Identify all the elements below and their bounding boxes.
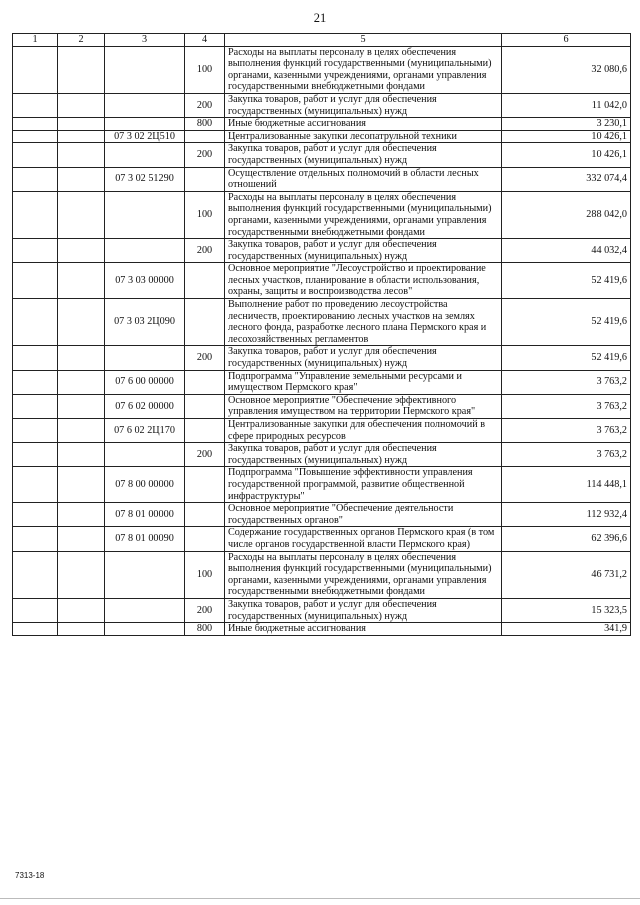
cell-amount: 3 230,1 [502,118,631,131]
cell-expense-type: 100 [185,46,225,93]
cell-section [13,467,58,503]
cell-amount: 52 419,6 [502,299,631,346]
cell-expense-type: 200 [185,346,225,370]
cell-target-code [105,143,185,167]
cell-description: Закупка товаров, работ и услуг для обеспечения государственных (муниципальных) нужд [225,598,502,622]
cell-description: Основное мероприятие "Обеспечение деятельности государственных органов" [225,503,502,527]
cell-section [13,598,58,622]
cell-target-code: 07 3 02 51290 [105,167,185,191]
table-row [13,191,631,238]
cell-target-code: 07 3 02 2Ц510 [105,130,185,143]
cell-target-code [105,443,185,467]
cell-description: Основное мероприятие "Обеспечение эффективного управления имуществом на территории Пермского края" [225,394,502,418]
cell-amount: 32 080,6 [502,46,631,93]
cell-description: Расходы на выплаты персоналу в целях обеспечения выполнения функций государственными (муниципальными) органами, казенными учреждениями, органами управления государственными внебюджетными фондами [225,191,502,238]
cell-expense-type [185,467,225,503]
table-row [13,394,631,418]
cell-section [13,167,58,191]
cell-subsection [58,130,105,143]
table-row [13,527,631,551]
cell-section [13,239,58,263]
cell-expense-type [185,263,225,299]
cell-section [13,299,58,346]
cell-subsection [58,623,105,636]
cell-section [13,394,58,418]
cell-section [13,93,58,117]
table-row [13,93,631,117]
cell-target-code: 07 3 03 2Ц090 [105,299,185,346]
cell-section [13,419,58,443]
cell-amount: 11 042,0 [502,93,631,117]
cell-description: Расходы на выплаты персоналу в целях обеспечения выполнения функций государственными (муниципальными) органами, казенными учреждениями, органами управления государственными внебюджетными фондами [225,46,502,93]
cell-amount: 112 932,4 [502,503,631,527]
table-row [13,46,631,93]
cell-expense-type: 200 [185,598,225,622]
cell-amount: 10 426,1 [502,143,631,167]
table-header-row [13,34,631,47]
cell-description: Закупка товаров, работ и услуг для обеспечения государственных (муниципальных) нужд [225,443,502,467]
cell-target-code [105,46,185,93]
cell-description: Централизованные закупки для обеспечения полномочий в сфере природных ресурсов [225,419,502,443]
cell-subsection [58,143,105,167]
cell-expense-type [185,130,225,143]
cell-amount: 341,9 [502,623,631,636]
cell-subsection [58,419,105,443]
table-body [13,46,631,635]
table-row [13,346,631,370]
cell-subsection [58,46,105,93]
cell-description: Централизованные закупки лесопатрульной техники [225,130,502,143]
column-header: 1 [13,34,58,47]
cell-subsection [58,598,105,622]
cell-description: Закупка товаров, работ и услуг для обеспечения государственных (муниципальных) нужд [225,143,502,167]
cell-subsection [58,394,105,418]
cell-subsection [58,527,105,551]
cell-target-code: 07 8 01 00000 [105,503,185,527]
cell-subsection [58,467,105,503]
cell-expense-type: 200 [185,239,225,263]
cell-expense-type [185,394,225,418]
cell-amount: 44 032,4 [502,239,631,263]
cell-amount: 52 419,6 [502,346,631,370]
cell-section [13,551,58,598]
column-header: 6 [502,34,631,47]
table-row [13,239,631,263]
cell-section [13,370,58,394]
cell-section [13,623,58,636]
cell-amount: 15 323,5 [502,598,631,622]
column-header: 5 [225,34,502,47]
table-row [13,263,631,299]
cell-section [13,346,58,370]
cell-amount: 52 419,6 [502,263,631,299]
table-row [13,419,631,443]
table-row [13,299,631,346]
cell-description: Расходы на выплаты персоналу в целях обеспечения выполнения функций государственными (муниципальными) органами, казенными учреждениями, органами управления государственными внебюджетными фондами [225,551,502,598]
cell-expense-type [185,503,225,527]
cell-amount: 114 448,1 [502,467,631,503]
table-row [13,551,631,598]
cell-target-code: 07 6 02 2Ц170 [105,419,185,443]
cell-subsection [58,299,105,346]
cell-target-code [105,598,185,622]
cell-amount: 288 042,0 [502,191,631,238]
cell-description: Содержание государственных органов Пермского края (в том числе органов государственной власти Пермского края) [225,527,502,551]
column-header: 4 [185,34,225,47]
cell-description: Осуществление отдельных полномочий в области лесных отношений [225,167,502,191]
cell-description: Выполнение работ по проведению лесоустройства лесничеств, проектированию лесных участков на землях лесного фонда, разработке лесного плана Пермского края и лесохозяйственных регламентов [225,299,502,346]
cell-subsection [58,370,105,394]
table-row [13,167,631,191]
cell-section [13,527,58,551]
cell-description: Закупка товаров, работ и услуг для обеспечения государственных (муниципальных) нужд [225,239,502,263]
cell-description: Иные бюджетные ассигнования [225,623,502,636]
table-row [13,118,631,131]
cell-subsection [58,93,105,117]
cell-target-code: 07 6 02 00000 [105,394,185,418]
cell-expense-type [185,370,225,394]
cell-target-code: 07 6 00 00000 [105,370,185,394]
cell-expense-type [185,167,225,191]
cell-target-code [105,191,185,238]
column-header: 3 [105,34,185,47]
cell-target-code [105,118,185,131]
table-row [13,370,631,394]
cell-expense-type: 800 [185,623,225,636]
cell-target-code [105,239,185,263]
table-row [13,598,631,622]
cell-subsection [58,239,105,263]
cell-subsection [58,118,105,131]
cell-target-code: 07 8 00 00000 [105,467,185,503]
cell-amount: 10 426,1 [502,130,631,143]
cell-section [13,443,58,467]
page-number: 21 [313,11,327,25]
cell-section [13,130,58,143]
table-row [13,503,631,527]
cell-target-code: 07 3 03 00000 [105,263,185,299]
cell-subsection [58,503,105,527]
cell-description: Подпрограмма "Повышение эффективности управления государственной программой, развитие общественной инфраструктуры" [225,467,502,503]
cell-description: Закупка товаров, работ и услуг для обеспечения государственных (муниципальных) нужд [225,93,502,117]
cell-description: Основное мероприятие "Лесоустройство и проектирование лесных участков, планирование в области использования, охраны, защиты и воспроизводства лесов" [225,263,502,299]
table-row [13,443,631,467]
cell-subsection [58,167,105,191]
cell-expense-type: 200 [185,143,225,167]
cell-amount: 3 763,2 [502,443,631,467]
cell-target-code [105,346,185,370]
cell-target-code [105,551,185,598]
cell-expense-type: 200 [185,443,225,467]
cell-expense-type [185,419,225,443]
cell-section [13,263,58,299]
cell-section [13,503,58,527]
cell-amount: 3 763,2 [502,419,631,443]
cell-expense-type: 800 [185,118,225,131]
column-header: 2 [58,34,105,47]
cell-amount: 62 396,6 [502,527,631,551]
cell-expense-type [185,299,225,346]
cell-amount: 3 763,2 [502,370,631,394]
cell-amount: 46 731,2 [502,551,631,598]
document-code: 7313-18 [15,871,45,880]
cell-description: Иные бюджетные ассигнования [225,118,502,131]
table-row [13,467,631,503]
cell-target-code [105,623,185,636]
page-bottom-rule [0,898,640,899]
cell-target-code: 07 8 01 00090 [105,527,185,551]
cell-subsection [58,263,105,299]
budget-table [12,33,631,636]
cell-subsection [58,551,105,598]
table-row [13,143,631,167]
cell-section [13,191,58,238]
table-row [13,130,631,143]
table-row [13,623,631,636]
cell-section [13,143,58,167]
cell-section [13,46,58,93]
cell-target-code [105,93,185,117]
cell-expense-type: 200 [185,93,225,117]
cell-description: Закупка товаров, работ и услуг для обеспечения государственных (муниципальных) нужд [225,346,502,370]
cell-description: Подпрограмма "Управление земельными ресурсами и имуществом Пермского края" [225,370,502,394]
cell-section [13,118,58,131]
cell-expense-type: 100 [185,551,225,598]
cell-expense-type [185,527,225,551]
cell-subsection [58,191,105,238]
cell-subsection [58,443,105,467]
cell-expense-type: 100 [185,191,225,238]
cell-subsection [58,346,105,370]
cell-amount: 332 074,4 [502,167,631,191]
cell-amount: 3 763,2 [502,394,631,418]
